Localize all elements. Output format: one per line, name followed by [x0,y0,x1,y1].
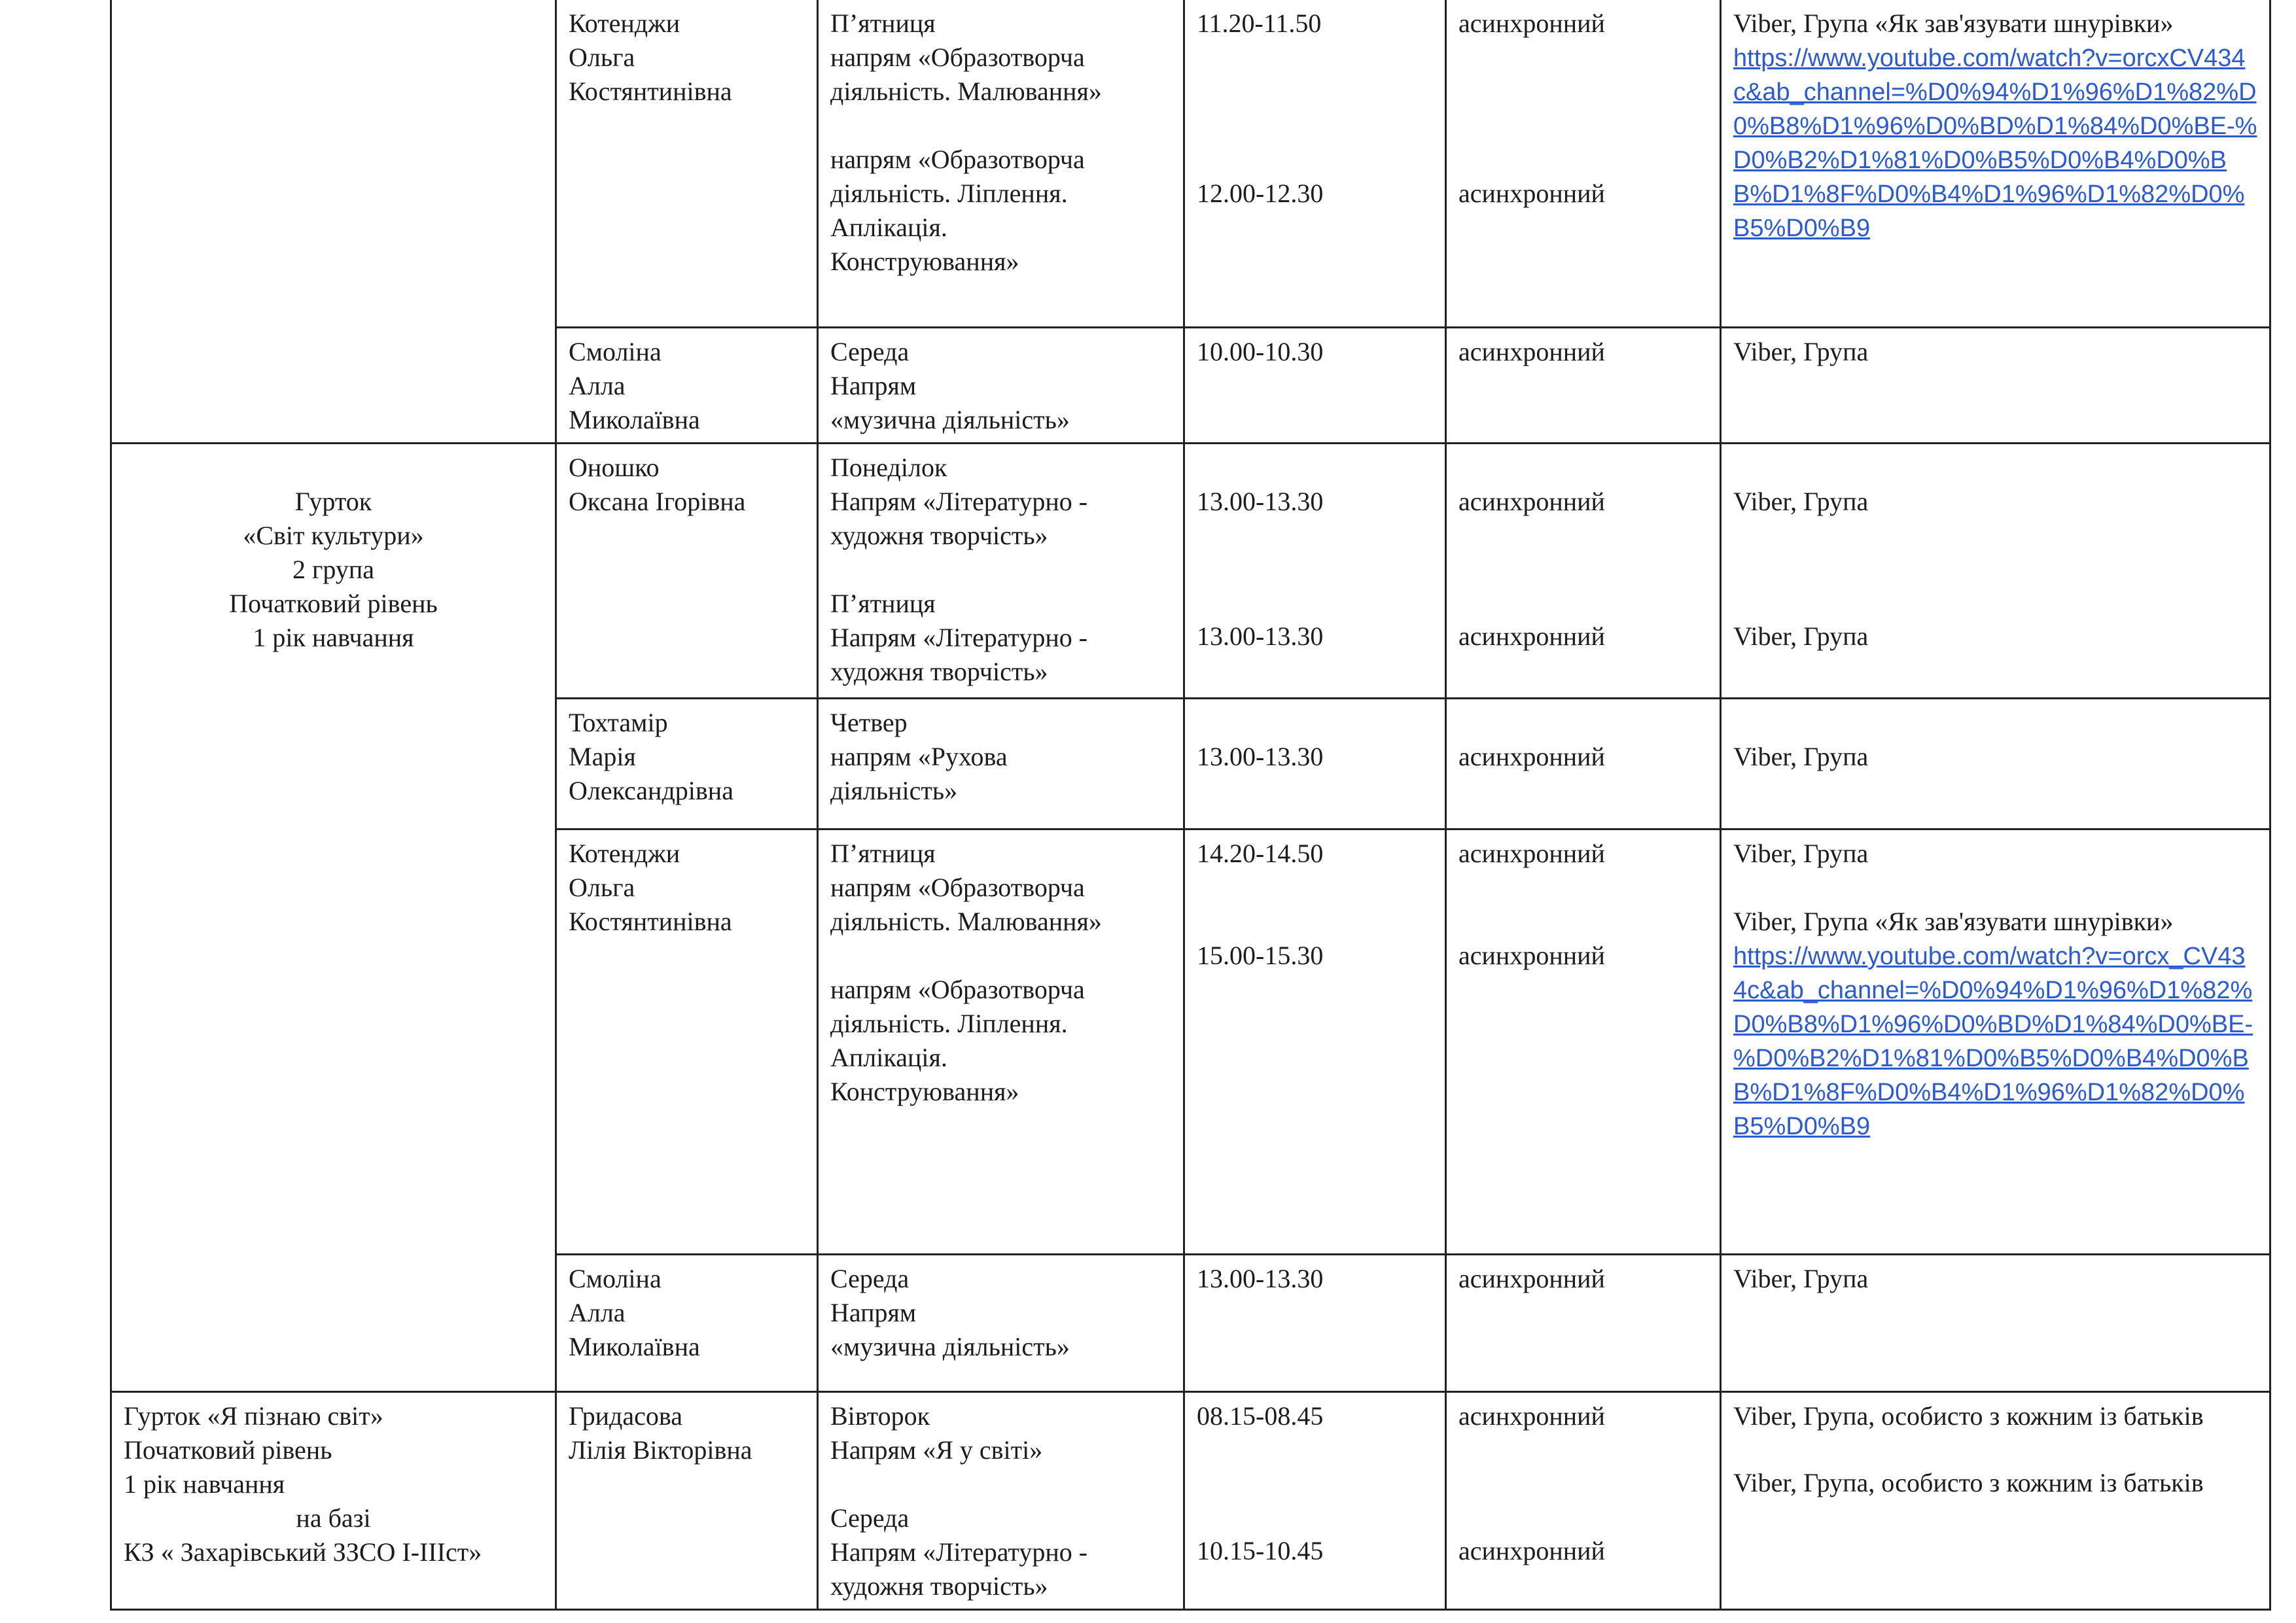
resource-text: Viber, Група, особисто з кожним із батьків [1733,1467,2204,1497]
mode-label: асинхронний [1458,838,1605,868]
direction-line: діяльність. Ліплення. [830,1008,1068,1038]
resource-text: Viber, Група «Як зав'язувати шнурівки» [1733,906,2174,936]
mode-label: асинхронний [1458,9,1605,38]
teacher-cell [556,829,818,1254]
mode-label: асинхронний [1458,621,1605,651]
activity-cell [818,0,1184,327]
mode-cell [1446,829,1721,1254]
group-title-line: 1 рік навчання [124,1469,285,1499]
time-cell [1184,1391,1446,1609]
teacher-name-line: Оксана Ігорівна [569,486,746,516]
direction-line: діяльність. Малювання» [830,906,1102,936]
teacher-name-line: Гридасова [569,1401,682,1431]
activity-cell [818,1254,1184,1391]
time-cell [1184,0,1446,327]
direction-line: напрям «Рухова [830,741,1008,771]
mode-label: асинхронний [1458,1535,1605,1565]
group-title-line: 2 група [292,554,375,584]
group-title-line: Гурток [294,486,372,516]
direction-line: художня творчість» [830,520,1048,550]
activity-cell [818,327,1184,443]
resource-cell [1721,1254,2270,1391]
group-cell-continued [111,0,556,443]
resource-cell [1721,1391,2270,1609]
mode-label: асинхронний [1458,486,1605,516]
teacher-name-line: Костянтинівна [569,906,732,936]
resource-cell [1721,698,2270,829]
time-slot: 12.00-12.30 [1197,179,1324,208]
direction-line: діяльність» [830,775,958,805]
resource-cell [1721,829,2270,1254]
group-title-line: на базі [296,1503,371,1533]
teacher-name-line: Ольга [569,43,635,72]
group-title-line: Початковий рівень [229,588,438,618]
time-cell [1184,698,1446,829]
time-slot: 10.00-10.30 [1197,336,1324,366]
table-row [111,1391,2270,1609]
mode-label: асинхронний [1458,741,1605,771]
teacher-name-line: Миколаївна [569,1331,700,1361]
mode-cell [1446,1391,1721,1609]
time-slot: 13.00-13.30 [1197,621,1324,651]
youtube-link[interactable]: https://www.youtube.com/watch?v=orcxCV434c&ab_channel=%D0%94%D1%96%D1%82%D0%B8%D1%96%D0%BD%D1%84%D0%BE-%D0%B2%D1%81%D0%B5%D0%B4%D0%BB%D1%8F%D0%B4%D1%96%D1%82%D0%B5%D0%B9 [1733,44,2257,242]
direction-line: Аплікація. [830,1042,947,1072]
direction-line: діяльність. Ліплення. [830,179,1068,208]
weekday: Понеділок [830,452,947,482]
resource-text: Viber, Група [1733,486,1869,516]
teacher-name-line: Костянтинівна [569,77,732,106]
resource-text: Viber, Група [1733,838,1869,868]
group-title-line: Гурток «Я пізнаю світ» [124,1401,383,1431]
time-cell [1184,829,1446,1254]
resource-text: Viber, Група [1733,621,1869,651]
weekday: Четвер [830,707,908,737]
direction-line: художня творчість» [830,656,1048,686]
teacher-name-line: Лілія Вікторівна [569,1435,752,1465]
group-title-line: КЗ « Захарівський ЗЗСО І-ІІІст» [124,1537,482,1567]
time-slot: 10.15-10.45 [1197,1535,1324,1565]
group-title-line: «Світ культури» [243,520,424,550]
teacher-cell [556,443,818,698]
time-cell [1184,443,1446,698]
direction-line: напрям «Образотворча [830,43,1085,72]
resource-text: Viber, Група, особисто з кожним із батьків [1733,1401,2204,1431]
mode-label: асинхронний [1458,1401,1605,1431]
mode-cell [1446,0,1721,327]
direction-line: Напрям «Я у світі» [830,1435,1043,1465]
youtube-link[interactable]: https://www.youtube.com/watch?v=orcx_CV434c&ab_channel=%D0%94%D1%96%D1%82%D0%B8%D1%96%D0%BD%D1%84%D0%BE-%D0%B2%D1%81%D0%B5%D0%B4%D0%BB%D1%8F%D0%B4%D1%96%D1%82%D0%B5%D0%B9 [1733,942,2253,1140]
teacher-name-line: Котенджи [569,9,680,38]
direction-line: «музична діяльність» [830,1331,1070,1361]
direction-line: Напрям «Літературно - [830,486,1088,516]
table-row [111,443,2270,698]
group-cell [111,443,556,1391]
teacher-name-line: Миколаївна [569,404,700,434]
teacher-name-line: Олександрівна [569,775,733,805]
direction-line: діяльність. Малювання» [830,77,1102,106]
teacher-name-line: Котенджи [569,838,680,868]
activity-cell [818,829,1184,1254]
mode-cell [1446,327,1721,443]
direction-line: Напрям «Літературно - [830,622,1088,652]
weekday: Вівторок [830,1401,930,1431]
time-slot: 14.20-14.50 [1197,838,1324,868]
direction-line: Аплікація. [830,213,947,242]
mode-label: асинхронний [1458,179,1605,208]
weekday: Середа [830,1503,910,1533]
teacher-cell [556,0,818,327]
resource-text: Viber, Група [1733,741,1869,771]
time-slot: 13.00-13.30 [1197,1263,1324,1293]
weekday: П’ятниця [830,9,936,38]
group-cell [111,1391,556,1609]
resource-cell [1721,327,2270,443]
weekday: П’ятниця [830,588,936,618]
direction-line: Конструювання» [830,247,1019,276]
direction-line: Напрям [830,1297,917,1327]
time-cell [1184,1254,1446,1391]
teacher-cell [556,698,818,829]
teacher-name-line: Ольга [569,872,635,902]
direction-line: «музична діяльність» [830,404,1070,434]
time-cell [1184,327,1446,443]
direction-line: напрям «Образотворча [830,872,1085,902]
time-slot: 11.20-11.50 [1197,9,1322,38]
direction-line: художня творчість» [830,1571,1048,1601]
teacher-name-line: Марія [569,741,636,771]
mode-label: асинхронний [1458,1263,1605,1293]
time-slot: 13.00-13.30 [1197,486,1324,516]
resource-cell [1721,0,2270,327]
teacher-cell [556,1391,818,1609]
direction-line: Напрям [830,370,917,400]
mode-cell [1446,1254,1721,1391]
direction-line: Конструювання» [830,1076,1019,1106]
direction-line: напрям «Образотворча [830,974,1085,1004]
mode-cell [1446,698,1721,829]
direction-line: Напрям «Літературно - [830,1537,1088,1567]
time-slot: 15.00-15.30 [1197,940,1324,970]
mode-label: асинхронний [1458,940,1605,970]
table-row [111,0,2270,327]
activity-cell [818,698,1184,829]
mode-cell [1446,443,1721,698]
activity-cell [818,1391,1184,1609]
teacher-name-line: Тохтамір [569,707,668,737]
weekday: П’ятниця [830,838,936,868]
group-title-line: 1 рік навчання [253,622,414,652]
teacher-cell [556,327,818,443]
direction-line: напрям «Образотворча [830,145,1085,174]
teacher-name-line: Алла [569,370,626,400]
time-slot: 13.00-13.30 [1197,741,1324,771]
teacher-name-line: Алла [569,1297,626,1327]
resource-text: Viber, Група [1733,1263,1869,1293]
teacher-cell [556,1254,818,1391]
group-title-line: Початковий рівень [124,1435,332,1465]
activity-cell [818,443,1184,698]
teacher-name-line: Оношко [569,452,660,482]
teacher-name-line: Смоліна [569,1263,662,1293]
teacher-name-line: Смоліна [569,336,662,366]
resource-text: Viber, Група [1733,336,1869,366]
weekday: Середа [830,1263,910,1293]
schedule-table [110,0,2271,1611]
time-slot: 08.15-08.45 [1197,1401,1324,1431]
mode-label: асинхронний [1458,336,1605,366]
resource-cell [1721,443,2270,698]
resource-text: Viber, Група «Як зав'язувати шнурівки» [1733,9,2174,38]
weekday: Середа [830,336,910,366]
